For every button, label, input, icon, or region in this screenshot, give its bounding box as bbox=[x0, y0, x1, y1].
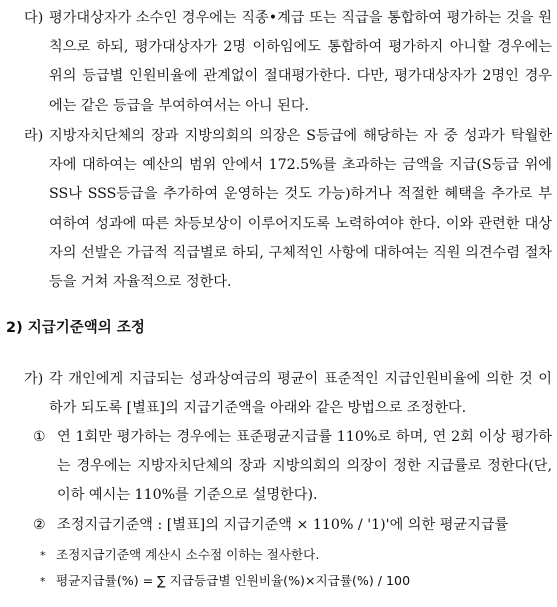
circle-text: 조정지급기준액 : [별표]의 지급기준액 × 110% / '1)'에 의한 평균지급률 bbox=[57, 517, 509, 533]
circle-item-1 bbox=[33, 423, 552, 510]
clause-ra bbox=[24, 122, 552, 297]
circle-label: ② bbox=[33, 517, 46, 533]
clause-label: 라) bbox=[24, 128, 44, 144]
clause-ga bbox=[24, 365, 552, 423]
clause-da bbox=[24, 4, 552, 121]
note-line bbox=[40, 571, 410, 592]
clause-label: 가) bbox=[24, 371, 44, 387]
clause-text: 각 개인에게 지급되는 성과상여금의 평균이 표준적인 지급인원비율에 의한 것 이하가 되도록 [별표]의 지급기준액을 아래와 같은 방법으로 조정한다. bbox=[49, 371, 552, 416]
asterisk-icon: * bbox=[40, 575, 46, 588]
clause-text: 평가대상자가 소수인 경우에는 직종•계급 또는 직급을 통합하여 평가하는 것을 원칙으로 하되, 평가대상자가 2명 이하임에도 통합하여 평가하지 아니할 경우에는 위의 등급별 인원비율에 관계없이 절대평가한다. 다만, 평가대상자가 2명인 경우에는 같은 등급을 부여하여서는 아니 된다. bbox=[49, 10, 552, 114]
note-text: 조정지급기준액 계산시 소수점 이하는 절사한다. bbox=[56, 547, 320, 562]
note-text: 평균지급률(%) = ∑ 지급등급별 인원비율(%)×지급률(%) / 100 bbox=[56, 573, 411, 588]
asterisk-icon: * bbox=[40, 549, 46, 562]
clause-label: 다) bbox=[24, 10, 44, 26]
section-heading: 2) 지급기준액의 조정 bbox=[6, 320, 145, 336]
circle-label: ① bbox=[33, 429, 46, 445]
circle-item-2 bbox=[33, 511, 552, 540]
clause-text: 지방자치단체의 장과 지방의회의 의장은 S등급에 해당하는 자 중 성과가 탁월한 자에 대하여는 예산의 범위 안에서 172.5%를 초과하는 금액을 지급(S등급 위에 SS나 SSS등급을 추가하여 운영하는 것도 가능)하거나 적절한 혜택을 추가로 부여하여 성과에 따른 차등보상이 이루어지도록 노력하여야 한다. 이와 관련한 대상자의 선발은 가급적 직급별로 하되, 구체적인 사항에 대하여는 직원 의견수렴 절차 등을 거쳐 자율적으로 정한다. bbox=[49, 128, 552, 291]
note-line bbox=[40, 545, 319, 566]
circle-text: 연 1회만 평가하는 경우에는 표준평균지급률 110%로 하며, 연 2회 이상 평가하는 경우에는 지방자치단체의 장과 지방의회의 의장이 정한 지급률로 정한다(단, 이하 예시는 110%를 기준으로 설명한다). bbox=[57, 429, 552, 503]
